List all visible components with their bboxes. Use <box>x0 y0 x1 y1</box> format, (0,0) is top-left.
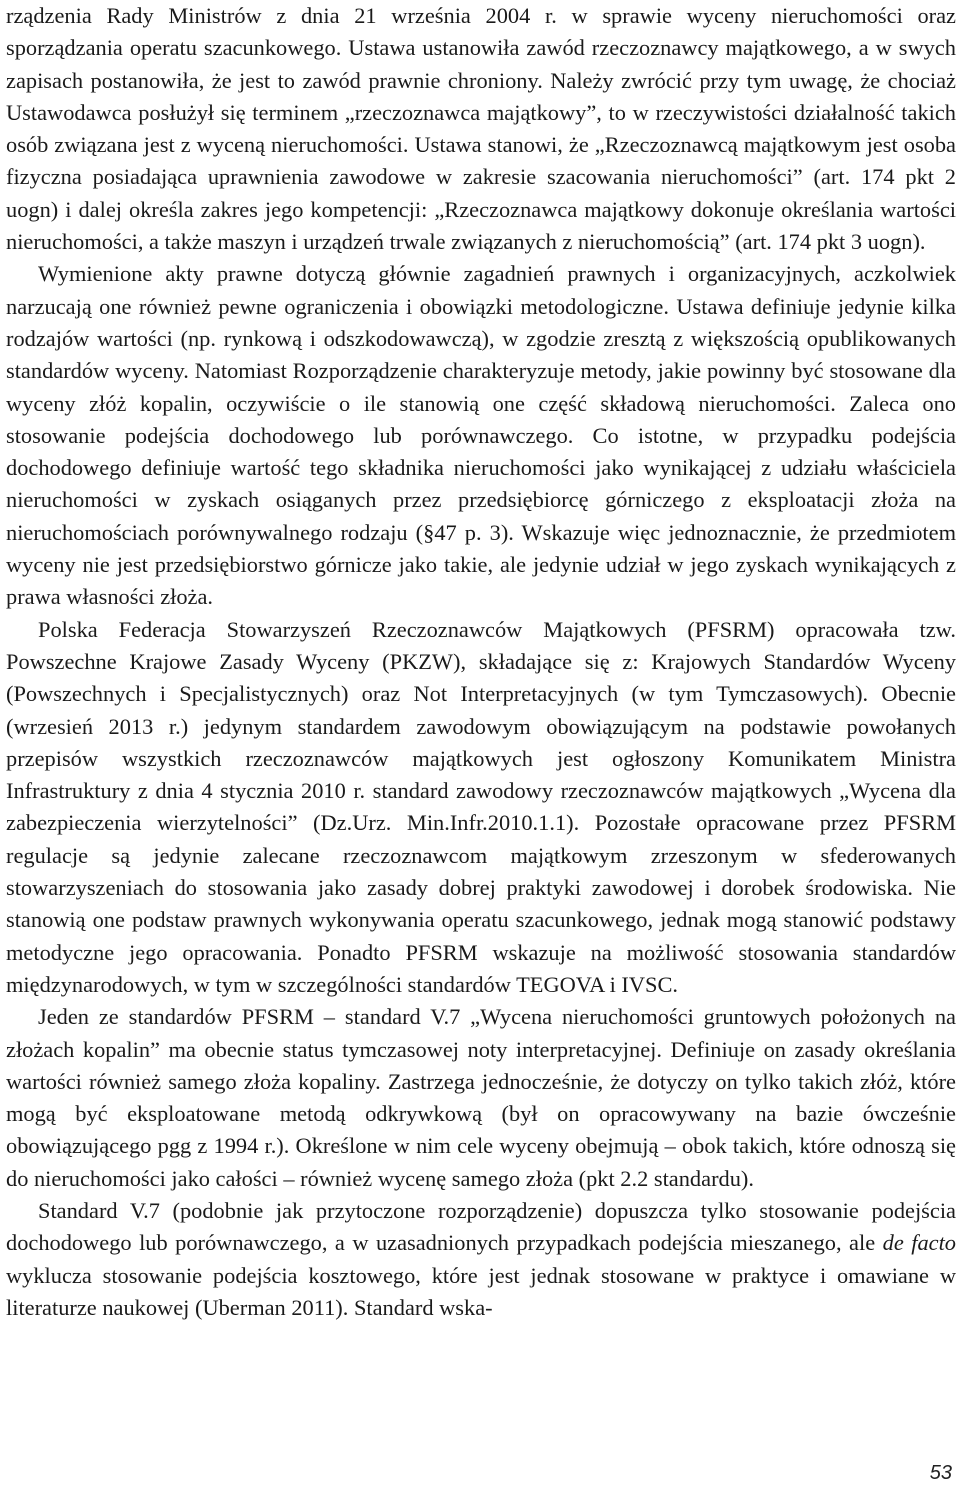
paragraph-3: Polska Federacja Stowarzyszeń Rzeczoznawców Majątkowych (PFSRM) opracowała tzw. Powszechne Krajowe Zasady Wyceny (PKZW), składające się z: Krajowych Standardów Wyceny (Powszechnych i Specjalistycznych) oraz Not Interpretacyjnych (w tym Tymczasowych). Obecnie (wrzesień 2013 r.) jedynym standardem zawodowym obowiązującym na podstawie powołanych przepisów wszystkich rzeczoznawców majątkowych jest ogłoszony Komunikatem Ministra Infrastruktury z dnia 4 stycznia 2010 r. standard zawodowy rzeczoznawców majątkowych „Wycena dla zabezpieczenia wierzytelności” (Dz.Urz. Min.Infr.2010.1.1). Pozostałe opracowane przez PFSRM regulacje są jedynie zalecane rzeczoznawcom majątkowym zrzeszonym w sfederowanych stowarzyszeniach do stosowania jako zasady dobrej praktyki zawodowej i dorobek środowiska. Nie stanowią one podstaw prawnych wykonywania operatu szacunkowego, jednak mogą stanowić podstawy metodyczne jego opracowania. Ponadto PFSRM wskazuje na możliwość stosowania standardów międzynarodowych, w tym w szczególności standardów TEGOVA i IVSC. <box>6 616 956 997</box>
paragraph-5-text-end: wyklucza stosowanie podejścia kosztowego, które jest jednak stosowane w praktyce i omawiane w literaturze naukowej (Uberman 2011). Standard wska- <box>6 1262 956 1320</box>
paragraph-5-italic-phrase: de facto <box>882 1230 956 1256</box>
paragraph-5-text-start: Standard V.7 (podobnie jak przytoczone rozporządzenie) dopuszcza tylko stosowanie podejścia dochodowego lub porównawczego, a w uzasadnionych przypadkach podejścia mieszanego, ale <box>6 1197 956 1256</box>
paragraph-1: rządzenia Rady Ministrów z dnia 21 września 2004 r. w sprawie wyceny nieruchomości oraz sporządzania operatu szacunkowego. Ustawa ustanowiła zawód rzeczoznawcy majątkowego, a w swych zapisach postanowiła, że jest to zawód prawnie chroniony. Należy zwrócić przy tym uwagę, że chociaż Ustawodawca posłużył się terminem „rzeczoznawca majątkowy”, to w rzeczywistości działalność takich osób związana jest z wyceną nieruchomości. Ustawa stanowi, że „Rzeczoznawcą majątkowym jest osoba fizyczna posiadająca uprawnienia zawodowe w zakresie szacowania nieruchomości” (art. 174 pkt 2 uogn) i dalej określa zakres jego kompetencji: „Rzeczoznawca majątkowy dokonuje określania wartości nieruchomości, a także maszyn i urządzeń trwale związanych z nieruchomością” (art. 174 pkt 3 uogn). <box>6 3 956 255</box>
document-body <box>6 0 956 1324</box>
paragraph-2: Wymienione akty prawne dotyczą głównie zagadnień prawnych i organizacyjnych, aczkolwiek narzucają one również pewne ograniczenia i obowiązki metodologiczne. Ustawa definiuje jedynie kilka rodzajów wartości (np. rynkową i odszkodowawczą), w zgodzie zresztą z większością opublikowanych standardów wyceny. Natomiast Rozporządzenie charakteryzuje metody, jakie powinny być stosowane dla wyceny złóż kopalin, oczywiście o ile stanowią one część składową nieruchomości. Zaleca ono stosowanie podejścia dochodowego lub porównawczego. Co istotne, w przypadku podejścia dochodowego definiuje wartość tego składnika nieruchomości jako wynikającej z udziału właściciela nieruchomości w zyskach osiąganych przez przedsiębiorcę górniczego z eksploatacji złoża na nieruchomościach porównywalnego rodzaju (§47 p. 3). Wskazuje więc jednoznacznie, że przedmiotem wyceny nie jest przedsiębiorstwo górnicze jako takie, ale jedynie udział w jego zyskach wynikających z prawa własności złoża. <box>6 261 956 610</box>
page-number: 53 <box>929 1462 952 1484</box>
paragraph-5 <box>6 1195 956 1324</box>
paragraph-4: Jeden ze standardów PFSRM – standard V.7 „Wycena nieruchomości gruntowych położonych na złożach kopalin” ma obecnie status tymczasowej noty interpretacyjnej. Definiuje on zasady określania wartości również samego złoża kopaliny. Zastrzega jednocześnie, że dotyczy on tylko takich złóż, które mogą być eksploatowane metodą odkrywkową (był on opracowywany na bazie ówcześnie obowiązującego pgg z 1994 r.). Określone w nim cele wyceny obejmują – obok takich, które odnoszą się do nieruchomości jako całości – również wycenę samego złoża (pkt 2.2 standardu). <box>6 1004 956 1191</box>
